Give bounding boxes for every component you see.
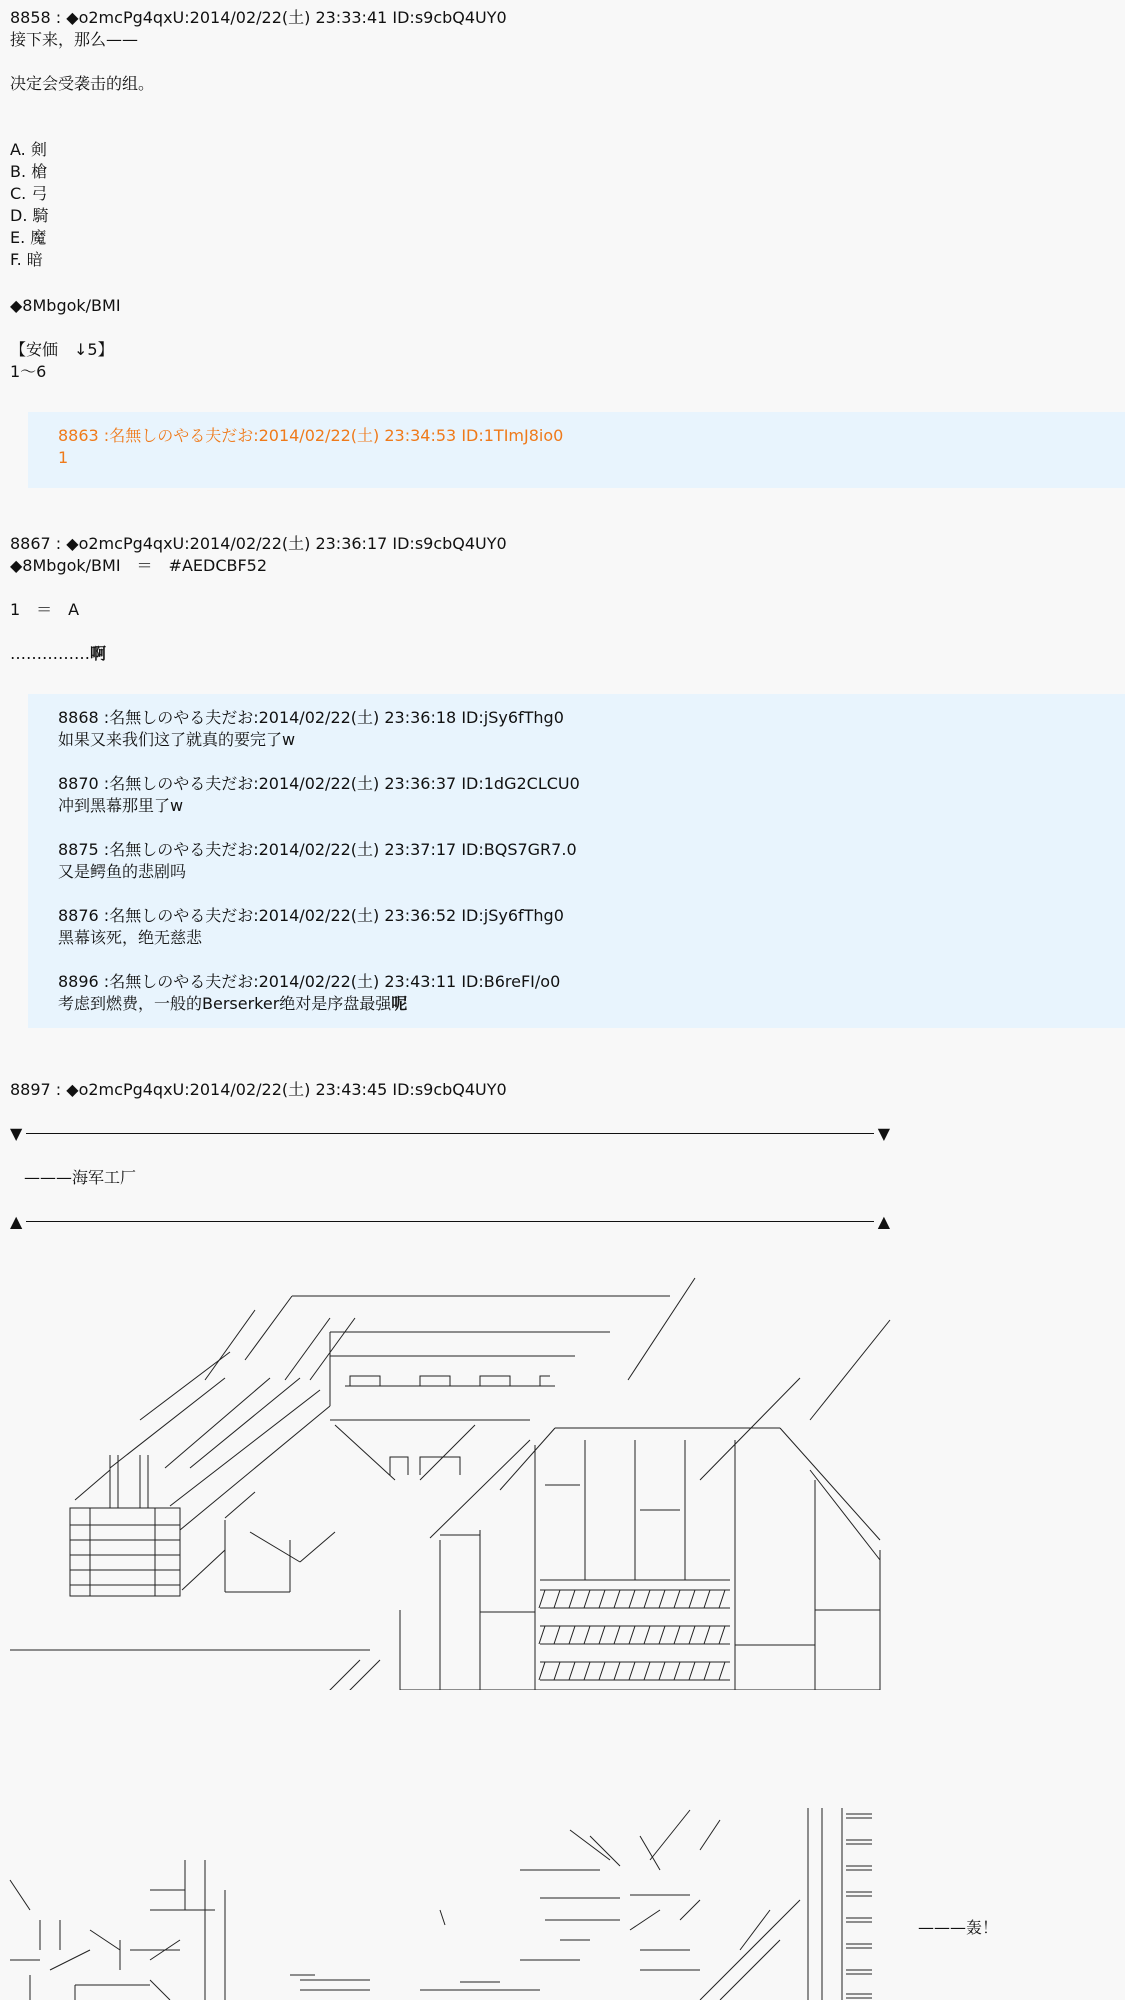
quote-body — [58, 994, 407, 1014]
post-text: 决定会受袭击的组。 — [10, 74, 155, 93]
quote-header-8875: 8875 :名無しのやる夫だお:2014/02/22(土) 23:37:17 ID:BQS7GR7.0 — [58, 840, 577, 859]
exclaim-word: 啊 — [90, 644, 107, 663]
quote-block — [28, 412, 1125, 488]
quote-body: 又是鳄鱼的悲剧吗 — [58, 862, 187, 881]
quote-body: 1 — [58, 448, 69, 467]
quote-header-8868: 8868 :名無しのやる夫だお:2014/02/22(土) 23:36:18 ID:jSy6fThg0 — [58, 708, 564, 727]
anka-text: 【安価 ↓5】 — [10, 340, 114, 359]
quote-header-8876: 8876 :名無しのやる夫だお:2014/02/22(土) 23:36:52 ID:jSy6fThg0 — [58, 906, 564, 925]
post-header-8858: 8858 : ◆o2mcPg4qxU:2014/02/22(土) 23:33:41 ID:s9cbQ4UY0 — [10, 8, 507, 27]
quote-body-bold: 呢 — [391, 994, 408, 1013]
trip-code: ◆8Mbgok/BMI ＝ #AEDCBF52 — [10, 556, 268, 575]
post-header-8897: 8897 : ◆o2mcPg4qxU:2014/02/22(土) 23:43:45 ID:s9cbQ4UY0 — [10, 1080, 507, 1099]
scene-ascii-art — [0, 1800, 900, 2000]
option-b: B. 槍 — [10, 162, 48, 181]
quote-header-8863: 8863 :名無しのやる夫だお:2014/02/22(土) 23:34:53 ID:1TImJ8io0 — [58, 426, 564, 445]
quote-header-8870: 8870 :名無しのやる夫だお:2014/02/22(土) 23:36:37 ID:1dG2CLCU0 — [58, 774, 580, 793]
quote-body: 如果又来我们这了就真的要完了w — [58, 730, 296, 749]
triangle-down-icon: ▼ — [10, 1124, 23, 1143]
post-header-8867: 8867 : ◆o2mcPg4qxU:2014/02/22(土) 23:36:17 ID:s9cbQ4UY0 — [10, 534, 507, 553]
sound-effect: ———轰！ — [918, 1918, 999, 1937]
divider-top — [10, 1124, 890, 1144]
divider-bottom — [10, 1212, 890, 1232]
triangle-up-icon: ▲ — [877, 1212, 890, 1231]
quote-body: 冲到黑幕那里了w — [58, 796, 184, 815]
option-d: D. 騎 — [10, 206, 49, 225]
triangle-up-icon: ▲ — [10, 1212, 23, 1231]
option-c: C. 弓 — [10, 184, 48, 203]
post-text: 接下来，那么—— — [10, 30, 139, 49]
location-caption: ———海军工厂 — [24, 1168, 137, 1187]
quote-body: 黑幕该死，绝无慈悲 — [58, 928, 203, 947]
triangle-down-icon: ▼ — [877, 1124, 890, 1143]
option-a: A. 剣 — [10, 140, 47, 159]
quote-block — [28, 694, 1125, 1028]
exclaim-dots: …………… — [10, 644, 90, 663]
quote-body-text: 考虑到燃费，一般的Berserker绝对是序盘最强 — [58, 994, 392, 1013]
trip-code: ◆8Mbgok/BMI — [10, 296, 121, 315]
option-f: F. 暗 — [10, 250, 43, 269]
quote-header-8896: 8896 :名無しのやる夫だお:2014/02/22(土) 23:43:11 ID:B6reFI/o0 — [58, 972, 561, 991]
dice-result: 1 ＝ A — [10, 600, 80, 619]
exclaim-line — [10, 644, 106, 664]
dice-range: 1〜6 — [10, 362, 47, 381]
option-e: E. 魔 — [10, 228, 47, 247]
factory-ascii-art — [0, 1270, 900, 1690]
